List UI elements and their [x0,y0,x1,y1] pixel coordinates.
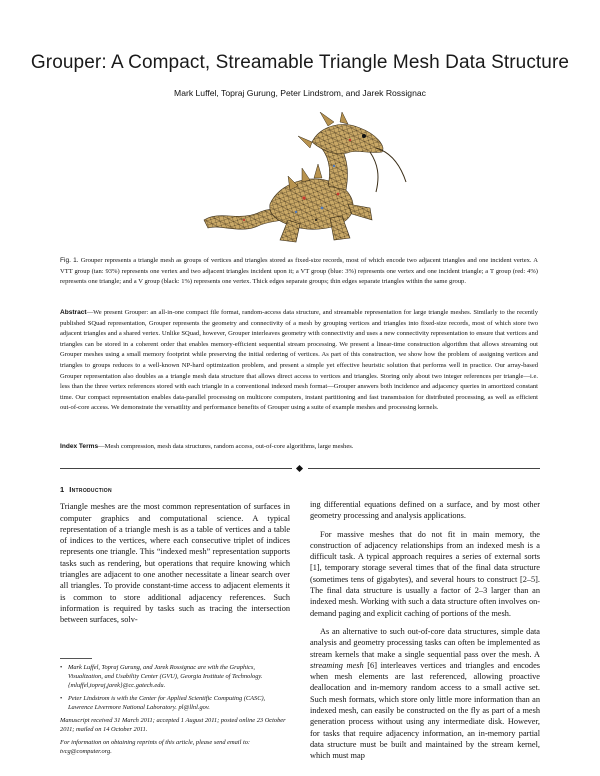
dragon-head [312,124,383,153]
index-terms [60,442,538,453]
intro-paragraph-3-part-b: [6] interleaves vertices and triangles and encodes when mesh elements are last referenced, allowing proactive deallocation and in-memory random access to a small active set. Such mesh formats, which store only little more information than an indexed mesh, can easily be constructed on the fly as part of a mesh generation process without using any intermediate disk. However, for tasks that require adjacency information, an in-memory partial data structure must be built and maintained by the stream kernel, which must map [310,660,540,761]
footnotes [60,658,290,760]
figure-dragon-mesh [200,112,410,250]
bullet-icon: • [60,664,63,671]
intro-paragraph-1: Triangle meshes are the most common representation of surfaces in computer graphics and computational science. A typical representation of a triangle mesh is as a table of vertices and a table of indices to the vertices, where each consecutive triplet of indices represents one triangle. This “indexed mesh” representation supports tasks such as rendering, but operations that require knowing which triangles are adjacent to one another necessitate a linear search over all triangles. To provide constant-time access to adjacent elements it is common to store additional adjacency references. Such information is required by tasks such as tracing the intersection between surfaces, solv- [60,502,290,625]
figure-caption [60,256,538,288]
divider-line-right [308,468,540,469]
section-title: Introduction [69,485,112,494]
index-terms-text: —Mesh compression, mesh data structures, random access, out-of-core algorithms, large meshes. [98,443,354,450]
dragon-eye [362,134,366,138]
footnote-rule [60,658,92,659]
abstract-text: —We present Grouper: an all-in-one compact file format, random-access data structure, and streamable representation for large triangle meshes. Similarly to the recently published SQuad representation, Grouper represents the geometry and connectivity of a mesh by grouping vertices and triangles into fixed-size records, most of which store two adjacent triangles and a shared vertex. Unlike SQuad, however, Grouper interleaves geometry with connectivity and uses a new connectivity representation to ensure that vertices and triangles can be stored in a coherent order that enables memory-efficient sequential stream processing. We present a linear-time construction algorithm that allows streaming out Grouper meshes using a small memory footprint while preserving the initial ordering of vertices. As part of this construction, we show how the problem of assigning vertices and triangles to groups reduces to a well-known NP-hard optimization problem, and present a simple yet effective heuristic solution that performs well in practice. Our array-based Grouper representation also doubles as a triangle mesh data structure that allows direct access to vertices and triangles. Storing only about two integer references per triangle—i.e. less than the three vertex references stored with each triangle in a conventional indexed mesh format—Grouper answers both incidence and adjacency queries in amortized constant time. Our compact representation enables data-parallel processing on multicore computers, instant partitioning and fast transmission for distributed processing, as well as efficient out-of-core access. We demonstrate the versatility and performance benefits of Grouper using a suite of example meshes and processing kernels. [60,309,538,412]
intro-paragraph-3 [310,626,540,762]
section-heading [60,484,290,495]
index-terms-label: Index Terms [60,443,99,450]
dragon-whiskers [370,148,406,192]
caption-text: Grouper represents a triangle mesh as groups of vertices and triangles stored as fixed-size records, most of which encode two adjacent triangles and one incident vertex. A VTT group (tan: 93%) represents one vertex and two adjacent triangles incident upon it; a VT group (blue: 3%) represents one vertex and one incident triangle; a T group (red: 4%) represents one triangle; and a V group (black: 1%) represents one vertex. Thick edges separate groups; thin edges separate triangles within the same group. [60,257,538,286]
divider-diamond-icon [296,464,303,471]
footnote-2-text: Peter Lindstrom is with the Center for Applied Scientific Computing (CASC), Lawrence Livermore National Laboratory. pl@llnl.gov. [68,695,266,711]
dragon-illustration [200,112,410,250]
section-divider [60,465,540,471]
manuscript-info: Manuscript received 31 March 2011; accepted 1 August 2011; posted online 23 October 2011; mailed on 14 October 2011. [60,717,286,733]
abstract-label: Abstract [60,309,87,316]
streaming-mesh-term: streaming mesh [310,660,364,670]
paper-authors: Mark Luffel, Topraj Gurung, Peter Lindstrom, and Jarek Rossignac [174,88,426,98]
footnote-1-text: Mark Luffel, Topraj Gurung, and Jarek Rossignac are with the Graphics, Visualization, and Usability Center (GVU), Georgia Institute of Technology. {mluffel,topraj,jarek}@cc.gatech.edu. [68,664,263,689]
intro-paragraph-3-part-a: As an alternative to such out-of-core data structures, simple data analysis and geometry processing tasks can often be implemented as stream kernels that make a single sequential pass over the mesh. A [310,626,540,659]
bullet-icon: • [60,695,63,702]
left-column [60,484,290,633]
footnote-affiliation-gt [60,663,290,690]
intro-paragraph-continued: ing differential equations defined on a surface, and by most other geometry processing and analysis applications. [310,500,540,521]
abstract [60,308,538,414]
footnote-affiliation-llnl [60,694,290,712]
divider-line-left [60,468,292,469]
section-number: 1 [60,485,65,494]
caption-label: Fig. 1. [60,257,79,264]
paper-title: Grouper: A Compact, Streamable Triangle Mesh Data Structure [30,52,570,73]
reprints-info: For information on obtaining reprints of this article, please send email to: tvcg@computer.org. [60,739,251,755]
intro-paragraph-2: For massive meshes that do not fit in main memory, the construction of adjacency relationships from an indexed mesh is a difficult task. A typical approach requires a series of external sorts [1], temporary storage several times that of the final data structure (sometimes tens of gigabytes), and several hours to construct [2–5]. The final data structure is usually a factor of 2–3 larger than an indexed mesh. Working with such a data structure often involves on-demand paging and explicit caching of portions of the mesh. [310,529,540,618]
right-column [310,499,540,769]
